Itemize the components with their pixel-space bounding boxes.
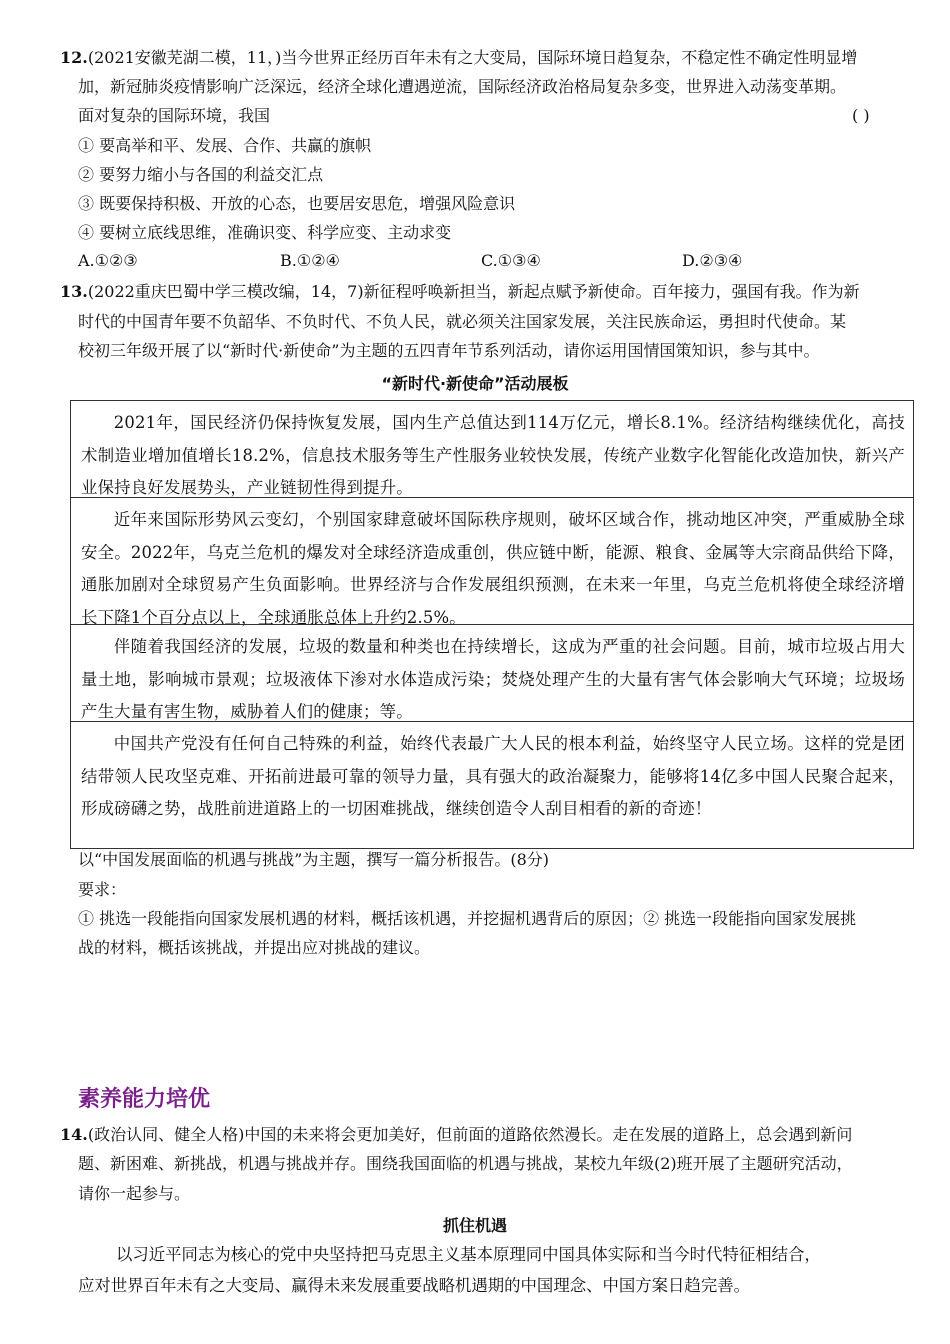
q12-line-1 bbox=[60, 47, 857, 69]
q13-stem-2: 时代的中国青年要不负韶华、不负时代、不负人民，就必须关注国家发展，关注民族命运，勇担时代使命。某 bbox=[78, 312, 847, 331]
q13-task: 以“中国发展面临的机遇与挑战”为主题，撰写一篇分析报告。(8分) bbox=[78, 850, 550, 869]
board-title: “新时代·新使命”活动展板 bbox=[381, 374, 569, 393]
board-text-party: 中国共产党没有任何自己特殊的利益，始终代表最广大人民的根本利益，始终坚守人民立场。这样的党是团结带领人民攻坚克难、开拓前进最可靠的领导力量，具有强大的政治凝聚力，能够将14亿多中国人民聚合起来，形成磅礴之势，战胜前进道路上的一切困难挑战，继续创造令人刮目相看的新的奇迹！ bbox=[81, 734, 905, 818]
board-cell-international bbox=[71, 498, 913, 625]
q12-option-d: D.②③④ bbox=[682, 251, 743, 270]
q14-subtitle: 抓住机遇 bbox=[442, 1216, 507, 1235]
q12-item-3: ③ 既要保持积极、开放的心态，也要居安思危，增强风险意识 bbox=[78, 194, 516, 213]
q14-number: 14. bbox=[60, 1125, 88, 1144]
q14-paragraph-2: 应对世界百年未有之大变局、赢得未来发展重要战略机遇期的中国理念、中国方案日趋完善。 bbox=[78, 1276, 751, 1295]
board-cell-garbage bbox=[71, 625, 913, 722]
q13-requirement-2: 战的材料，概括该挑战，并提出应对挑战的建议。 bbox=[78, 938, 431, 957]
q12-stem-3: 面对复杂的国际环境，我国 bbox=[78, 106, 271, 125]
q12-option-c: C.①③④ bbox=[481, 251, 541, 270]
q14-stem-2: 题、新困难、新挑战，机遇与挑战并存。围绕我国面临的机遇与挑战，某校九年级(2)班开展了主题研究活动， bbox=[78, 1154, 853, 1173]
q14-paragraph-1: 以习近平同志为核心的党中央坚持把马克思主义基本原理同中国具体实际和当今时代特征相结合， bbox=[116, 1245, 821, 1264]
board-text-international: 近年来国际形势风云变幻，个别国家肆意破坏国际秩序规则，破坏区域合作，挑动地区冲突，严重威胁全球安全。2022年，乌克兰危机的爆发对全球经济造成重创，供应链中断，能源、粮食、金属等大宗商品供给下降，通胀加剧对全球贸易产生负面影响。世界经济与合作发展组织预测，在未来一年里，乌克兰危机将使全球经济增长下降1个百分点以上，全球通胀总体上升约2.5%。 bbox=[81, 510, 905, 627]
board-cell-economy bbox=[71, 401, 913, 498]
q14-line-1 bbox=[60, 1124, 852, 1146]
q12-item-4: ④ 要树立底线思维，准确识变、科学应变、主动求变 bbox=[78, 223, 452, 242]
q13-line-1 bbox=[60, 281, 860, 303]
q13-stem-1: (2022重庆巴蜀中学三模改编，14，7)新征程呼唤新担当，新起点赋予新使命。百年接力，强国有我。作为新 bbox=[87, 282, 860, 301]
q12-number: 12. bbox=[60, 48, 88, 67]
q12-answer-bracket: ( ) bbox=[852, 106, 870, 125]
q12-item-2: ② 要努力缩小与各国的利益交汇点 bbox=[78, 165, 324, 184]
q14-stem-1: (政治认同、健全人格)中国的未来将会更加美好，但前面的道路依然漫长。走在发展的道路上，总会遇到新问 bbox=[87, 1125, 853, 1144]
board-text-economy: 2021年，国民经济仍保持恢复发展，国内生产总值达到114万亿元，增长8.1%。经济结构继续优化，高技术制造业增加值增长18.2%，信息技术服务等生产性服务业较快发展，传统产业数字化智能化改造加快，新兴产业保持良好发展势头，产业链韧性得到提升。 bbox=[81, 413, 905, 497]
q13-requirement-1: ① 挑选一段能指向国家发展机遇的材料，概括该机遇，并挖掘机遇背后的原因；② 挑选一段能指向国家发展挑 bbox=[78, 909, 857, 928]
board-cell-party bbox=[71, 722, 913, 848]
q12-option-a: A.①②③ bbox=[78, 251, 138, 270]
q12-stem-1: (2021安徽芜湖二模，11，)当今世界正经历百年未有之大变局，国际环境日趋复杂，不稳定性不确定性明显增 bbox=[87, 48, 858, 67]
q13-stem-3: 校初三年级开展了以“新时代·新使命”为主题的五四青年节系列活动，请你运用国情国策知识，参与其中。 bbox=[78, 341, 820, 360]
q14-stem-3: 请你一起参与。 bbox=[78, 1184, 191, 1203]
q12-option-b: B.①②④ bbox=[280, 251, 340, 270]
q13-number: 13. bbox=[60, 282, 88, 301]
q13-requirements-label: 要求： bbox=[78, 880, 127, 899]
activity-board bbox=[70, 400, 914, 849]
board-text-garbage: 伴随着我国经济的发展，垃圾的数量和种类也在持续增长，这成为严重的社会问题。目前，城市垃圾占用大量土地，影响城市景观；垃圾液体下渗对水体造成污染；焚烧处理产生的大量有害气体会影响大气环境；垃圾场产生大量有害生物，威胁着人们的健康；等。 bbox=[81, 637, 905, 721]
q12-stem-2: 加，新冠肺炎疫情影响广泛深远，经济全球化遭遇逆流，国际经济政治格局复杂多变，世界进入动荡变革期。 bbox=[78, 77, 847, 96]
q12-item-1: ① 要高举和平、发展、合作、共赢的旗帜 bbox=[78, 136, 372, 155]
section-heading: 素养能力培优 bbox=[78, 1087, 211, 1112]
